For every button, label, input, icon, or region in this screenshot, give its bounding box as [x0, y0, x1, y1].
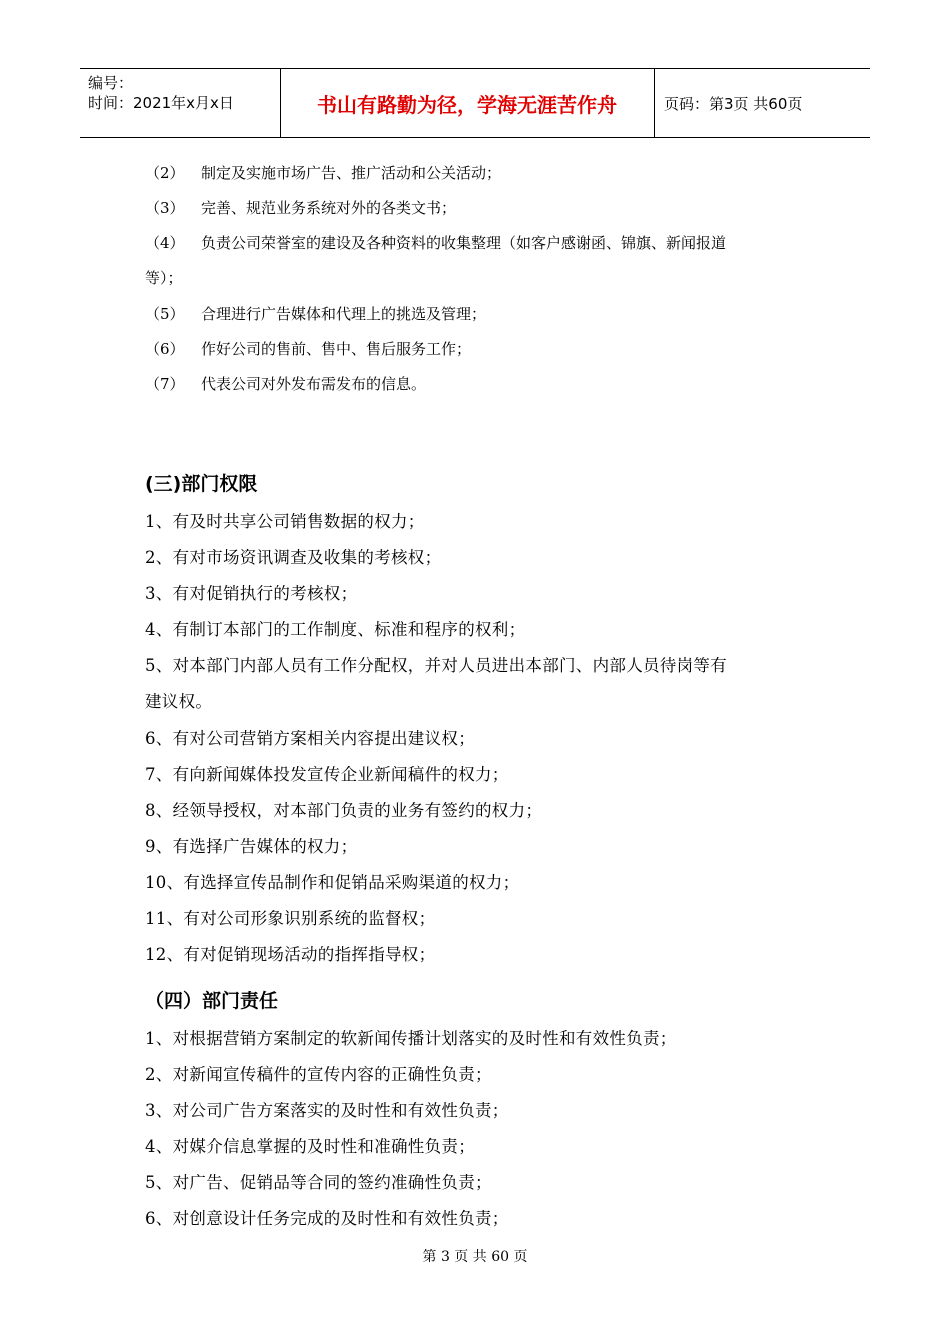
page-footer: 第 3 页 共 60 页 [422, 1249, 528, 1265]
duty-item-continued: 等）； [145, 269, 183, 287]
duty-item: （3） 完善、规范业务系统对外的各类文书； [145, 199, 457, 217]
duty-item: （5） 合理进行广告媒体和代理上的挑选及管理； [145, 305, 487, 323]
authority-item: 2、有对市场资讯调查及收集的考核权； [145, 548, 442, 567]
authority-item: 6、有对公司营销方案相关内容提出建议权； [145, 729, 475, 748]
authority-item: 9、有选择广告媒体的权力； [145, 837, 358, 856]
authority-item: 1、有及时共享公司销售数据的权力； [145, 512, 425, 531]
authority-item: 3、有对促销执行的考核权； [145, 584, 358, 603]
authority-item: 12、有对促销现场活动的指挥指导权； [145, 945, 436, 964]
responsibility-item: 4、对媒介信息掌握的及时性和准确性负责； [145, 1137, 475, 1156]
authority-item: 7、有向新闻媒体投发宣传企业新闻稿件的权力； [145, 765, 509, 784]
header-divider [280, 69, 281, 137]
responsibility-item: 6、对创意设计任务完成的及时性和有效性负责； [145, 1209, 509, 1228]
header-page-info: 页码：第3页 共60页 [664, 94, 803, 113]
authority-item: 11、有对公司形象识别系统的监督权； [145, 909, 436, 928]
responsibility-item: 5、对广告、促销品等合同的签约准确性负责； [145, 1173, 492, 1192]
responsibility-item: 2、对新闻宣传稿件的宣传内容的正确性负责； [145, 1065, 492, 1084]
header-motto: 书山有路勤为径，学海无涯苦作舟 [317, 92, 617, 117]
page-header [80, 68, 870, 138]
duty-item: （4） 负责公司荣誉室的建设及各种资料的收集整理（如客户感谢函、锦旗、新闻报道 [145, 234, 727, 252]
section-heading: (三)部门权限 [145, 473, 258, 495]
authority-item: 5、对本部门内部人员有工作分配权，并对人员进出本部门、内部人员待岗等有 [145, 656, 727, 675]
authority-item: 8、经领导授权，对本部门负责的业务有签约的权力； [145, 801, 543, 820]
authority-item: 10、有选择宣传品制作和促销品采购渠道的权力； [145, 873, 520, 892]
document-number-label: 编号： [88, 74, 134, 92]
responsibility-item: 3、对公司广告方案落实的及时性和有效性负责； [145, 1101, 509, 1120]
authority-item: 4、有制订本部门的工作制度、标准和程序的权利； [145, 620, 526, 639]
document-date: 时间：2021年x月x日 [88, 94, 234, 112]
header-divider [654, 69, 655, 137]
responsibility-item: 1、对根据营销方案制定的软新闻传播计划落实的及时性和有效性负责； [145, 1029, 677, 1048]
duty-item: （2） 制定及实施市场广告、推广活动和公关活动； [145, 164, 502, 182]
header-meta [88, 73, 234, 113]
authority-item-continued: 建议权。 [145, 692, 213, 711]
duty-item: （6） 作好公司的售前、售中、售后服务工作； [145, 340, 472, 358]
section-heading: （四）部门责任 [145, 990, 279, 1012]
duty-item: （7） 代表公司对外发布需发布的信息。 [145, 375, 427, 393]
